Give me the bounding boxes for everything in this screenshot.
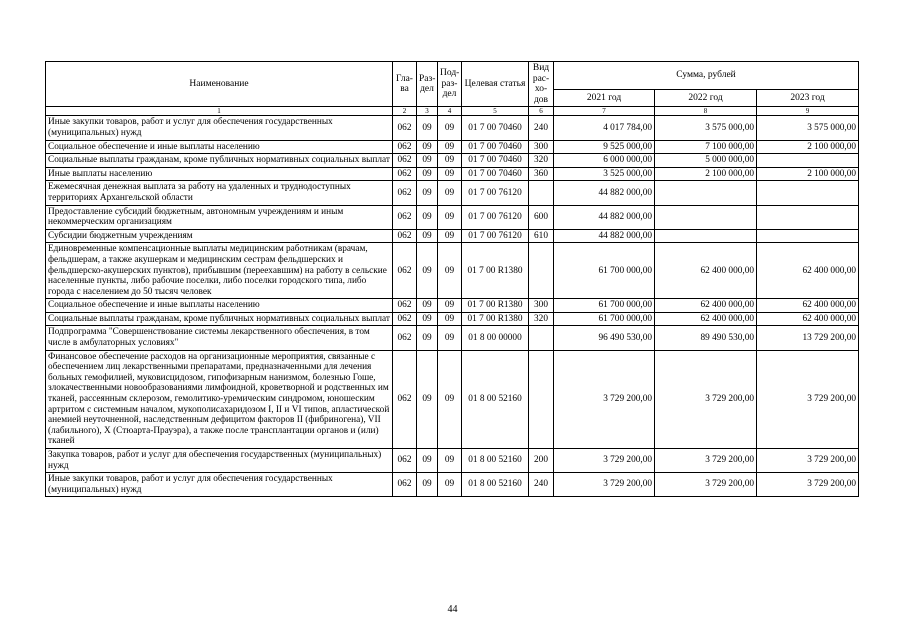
table-row — [46, 154, 859, 168]
row-razdel: 09 — [417, 154, 438, 168]
row-razdel: 09 — [417, 229, 438, 243]
row-podrazdel: 09 — [438, 350, 462, 448]
row-amount-2021: 44 882 000,00 — [554, 205, 655, 229]
row-razdel: 09 — [417, 116, 438, 140]
row-glava: 062 — [393, 181, 417, 205]
row-amount-2023: 2 100 000,00 — [757, 167, 859, 181]
row-glava: 062 — [393, 473, 417, 497]
row-podrazdel: 09 — [438, 243, 462, 299]
row-amount-2023 — [757, 205, 859, 229]
column-number: 4 — [438, 107, 462, 116]
row-amount-2022 — [655, 229, 757, 243]
row-amount-2021: 3 525 000,00 — [554, 167, 655, 181]
row-razdel: 09 — [417, 449, 438, 473]
row-target: 01 7 00 70460 — [462, 116, 529, 140]
row-amount-2022: 3 729 200,00 — [655, 350, 757, 448]
row-glava: 062 — [393, 116, 417, 140]
row-amount-2021: 61 700 000,00 — [554, 312, 655, 326]
row-amount-2021: 3 729 200,00 — [554, 449, 655, 473]
row-name: Социальные выплаты гражданам, кроме публичных нормативных социальных выплат — [46, 312, 393, 326]
row-podrazdel: 09 — [438, 205, 462, 229]
row-name: Социальное обеспечение и иные выплаты населению — [46, 140, 393, 154]
row-podrazdel: 09 — [438, 326, 462, 350]
row-glava: 062 — [393, 167, 417, 181]
row-vid — [529, 326, 554, 350]
row-amount-2022: 89 490 530,00 — [655, 326, 757, 350]
row-name: Иные закупки товаров, работ и услуг для обеспечения государственных (муниципальных) нужд — [46, 116, 393, 140]
row-glava: 062 — [393, 205, 417, 229]
header-target: Целевая статья — [462, 62, 529, 107]
row-amount-2021: 3 729 200,00 — [554, 473, 655, 497]
budget-table — [45, 61, 859, 497]
row-vid: 320 — [529, 154, 554, 168]
row-glava: 062 — [393, 326, 417, 350]
table-row — [46, 350, 859, 448]
row-amount-2023 — [757, 181, 859, 205]
row-amount-2023: 2 100 000,00 — [757, 140, 859, 154]
row-amount-2021: 9 525 000,00 — [554, 140, 655, 154]
row-amount-2022: 62 400 000,00 — [655, 243, 757, 299]
column-number: 7 — [554, 107, 655, 116]
row-amount-2021: 4 017 784,00 — [554, 116, 655, 140]
row-amount-2023: 3 729 200,00 — [757, 473, 859, 497]
table-row — [46, 449, 859, 473]
column-number: 8 — [655, 107, 757, 116]
row-target: 01 7 00 70460 — [462, 154, 529, 168]
header-podrazdel: Под-раз-дел — [438, 62, 462, 107]
table-row — [46, 243, 859, 299]
row-target: 01 7 00 76120 — [462, 205, 529, 229]
row-amount-2023: 13 729 200,00 — [757, 326, 859, 350]
row-razdel: 09 — [417, 243, 438, 299]
row-target: 01 7 00 76120 — [462, 229, 529, 243]
row-target: 01 7 00 76120 — [462, 181, 529, 205]
row-target: 01 7 00 R1380 — [462, 312, 529, 326]
row-glava: 062 — [393, 299, 417, 313]
row-vid: 320 — [529, 312, 554, 326]
row-name: Подпрограмма "Совершенствование системы лекарственного обеспечения, в том числе в амбулаторных условиях" — [46, 326, 393, 350]
row-amount-2021: 96 490 530,00 — [554, 326, 655, 350]
row-amount-2022: 5 000 000,00 — [655, 154, 757, 168]
row-glava: 062 — [393, 154, 417, 168]
table-row — [46, 205, 859, 229]
row-vid: 240 — [529, 473, 554, 497]
row-amount-2021: 44 882 000,00 — [554, 181, 655, 205]
row-amount-2023 — [757, 154, 859, 168]
row-amount-2023: 3 729 200,00 — [757, 449, 859, 473]
table-row — [46, 116, 859, 140]
row-target: 01 8 00 52160 — [462, 350, 529, 448]
row-target: 01 8 00 52160 — [462, 449, 529, 473]
row-amount-2023: 62 400 000,00 — [757, 299, 859, 313]
row-amount-2023: 62 400 000,00 — [757, 243, 859, 299]
row-podrazdel: 09 — [438, 154, 462, 168]
table-row — [46, 473, 859, 497]
row-podrazdel: 09 — [438, 299, 462, 313]
row-target: 01 7 00 70460 — [462, 140, 529, 154]
page-number: 44 — [447, 604, 458, 615]
row-podrazdel: 09 — [438, 312, 462, 326]
row-podrazdel: 09 — [438, 116, 462, 140]
row-glava: 062 — [393, 229, 417, 243]
row-amount-2023 — [757, 229, 859, 243]
row-vid — [529, 181, 554, 205]
row-amount-2022: 7 100 000,00 — [655, 140, 757, 154]
row-glava: 062 — [393, 312, 417, 326]
row-vid: 610 — [529, 229, 554, 243]
row-vid: 300 — [529, 140, 554, 154]
row-razdel: 09 — [417, 140, 438, 154]
table-row — [46, 140, 859, 154]
header-vid: Вид рас-хо-дов — [529, 62, 554, 107]
row-amount-2022: 62 400 000,00 — [655, 299, 757, 313]
row-vid: 240 — [529, 116, 554, 140]
row-amount-2022: 3 729 200,00 — [655, 449, 757, 473]
row-vid — [529, 243, 554, 299]
row-amount-2021: 44 882 000,00 — [554, 229, 655, 243]
row-razdel: 09 — [417, 299, 438, 313]
row-glava: 062 — [393, 350, 417, 448]
header-year-2021: 2021 год — [554, 89, 655, 107]
row-podrazdel: 09 — [438, 140, 462, 154]
row-amount-2023: 3 575 000,00 — [757, 116, 859, 140]
row-vid: 200 — [529, 449, 554, 473]
row-amount-2022 — [655, 205, 757, 229]
row-target: 01 7 00 R1380 — [462, 243, 529, 299]
row-podrazdel: 09 — [438, 229, 462, 243]
row-amount-2021: 61 700 000,00 — [554, 243, 655, 299]
row-amount-2023: 62 400 000,00 — [757, 312, 859, 326]
column-number: 1 — [46, 107, 393, 116]
row-amount-2021: 3 729 200,00 — [554, 350, 655, 448]
row-razdel: 09 — [417, 181, 438, 205]
row-name: Социальное обеспечение и иные выплаты населению — [46, 299, 393, 313]
row-vid — [529, 350, 554, 448]
column-number: 3 — [417, 107, 438, 116]
row-amount-2022: 3 575 000,00 — [655, 116, 757, 140]
row-name: Социальные выплаты гражданам, кроме публичных нормативных социальных выплат — [46, 154, 393, 168]
row-target: 01 7 00 70460 — [462, 167, 529, 181]
row-amount-2022 — [655, 181, 757, 205]
table-row — [46, 181, 859, 205]
row-target: 01 8 00 00000 — [462, 326, 529, 350]
table-body — [46, 107, 859, 497]
column-number: 6 — [529, 107, 554, 116]
row-amount-2022: 62 400 000,00 — [655, 312, 757, 326]
row-name: Ежемесячная денежная выплата за работу на удаленных и труднодоступных территориях Архангельской области — [46, 181, 393, 205]
table-row — [46, 312, 859, 326]
row-target: 01 7 00 R1380 — [462, 299, 529, 313]
row-glava: 062 — [393, 140, 417, 154]
row-target: 01 8 00 52160 — [462, 473, 529, 497]
table-row — [46, 167, 859, 181]
row-name: Закупка товаров, работ и услуг для обеспечения государственных (муниципальных) нужд — [46, 449, 393, 473]
row-vid: 600 — [529, 205, 554, 229]
row-razdel: 09 — [417, 205, 438, 229]
header-summa: Сумма, рублей — [554, 62, 859, 90]
header-year-2023: 2023 год — [757, 89, 859, 107]
row-razdel: 09 — [417, 326, 438, 350]
row-name: Финансовое обеспечение расходов на организационные мероприятия, связанные с обеспечением лиц лекарственными препаратами, предназначенными для лечения больных гемофилией, муковисцидозом, гипофизарным нанизмом, болезнью Гоше, злокачественными новообразованиями лимфоидной, кроветворной и родственных им тканей, рассеянным склерозом, гемолитико-уремическим синдромом, юношеским артритом с системным началом, мукополисахаридозом I, II и VI типов, апластической анемией неуточненной, наследственным дефицитом факторов II (фибриногена), VII (лабильного), X (Стюарта-Прауэра), а также после трансплантации органов и (или) тканей — [46, 350, 393, 448]
row-amount-2021: 6 000 000,00 — [554, 154, 655, 168]
row-razdel: 09 — [417, 473, 438, 497]
row-amount-2021: 61 700 000,00 — [554, 299, 655, 313]
column-number: 5 — [462, 107, 529, 116]
table-row — [46, 299, 859, 313]
row-amount-2022: 2 100 000,00 — [655, 167, 757, 181]
row-razdel: 09 — [417, 167, 438, 181]
row-podrazdel: 09 — [438, 167, 462, 181]
row-vid: 360 — [529, 167, 554, 181]
row-razdel: 09 — [417, 350, 438, 448]
table-row — [46, 229, 859, 243]
column-number-row — [46, 107, 859, 116]
header-name: Наименование — [46, 62, 393, 107]
table-row — [46, 326, 859, 350]
row-name: Иные выплаты населению — [46, 167, 393, 181]
row-amount-2023: 3 729 200,00 — [757, 350, 859, 448]
column-number: 2 — [393, 107, 417, 116]
header-row-1 — [46, 62, 859, 90]
row-glava: 062 — [393, 243, 417, 299]
header-glava: Гла-ва — [393, 62, 417, 107]
column-number: 9 — [757, 107, 859, 116]
row-podrazdel: 09 — [438, 449, 462, 473]
header-year-2022: 2022 год — [655, 89, 757, 107]
row-razdel: 09 — [417, 312, 438, 326]
row-name: Предоставление субсидий бюджетным, автономным учреждениям и иным некоммерческим организациям — [46, 205, 393, 229]
row-podrazdel: 09 — [438, 473, 462, 497]
header-razdel: Раз-дел — [417, 62, 438, 107]
row-name: Иные закупки товаров, работ и услуг для обеспечения государственных (муниципальных) нужд — [46, 473, 393, 497]
row-amount-2022: 3 729 200,00 — [655, 473, 757, 497]
row-name: Единовременные компенсационные выплаты медицинским работникам (врачам, фельдшерам, а также акушеркам и медицинским сестрам фельдшерских и фельдшерско-акушерских пунктов), прибывшим (переехавшим) на работу в сельские населенные пункты, либо рабочие поселки, либо поселки городского типа, либо города с населением до 50 тысяч человек — [46, 243, 393, 299]
row-glava: 062 — [393, 449, 417, 473]
row-vid: 300 — [529, 299, 554, 313]
row-podrazdel: 09 — [438, 181, 462, 205]
row-name: Субсидии бюджетным учреждениям — [46, 229, 393, 243]
